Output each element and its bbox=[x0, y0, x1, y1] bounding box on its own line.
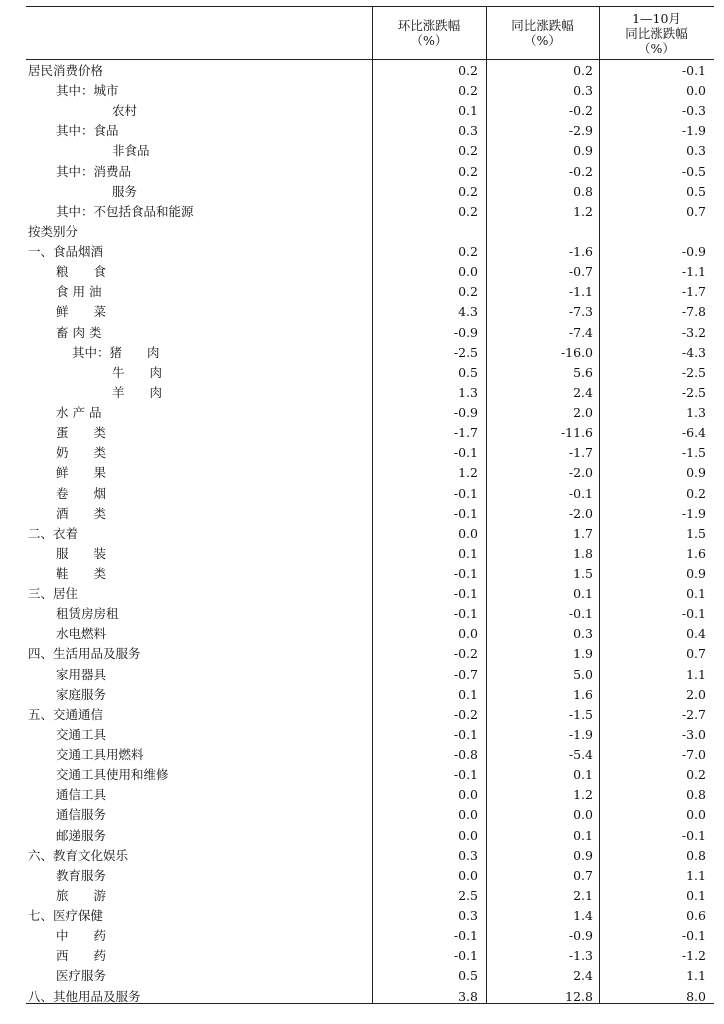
header-period: 1—10月 bbox=[632, 10, 681, 26]
table-row bbox=[26, 624, 714, 644]
ytd-yoy-value: 1.1 bbox=[686, 867, 706, 883]
yoy-value: 0.1 bbox=[573, 586, 593, 602]
ytd-yoy-value: -1.9 bbox=[681, 123, 706, 139]
table-row bbox=[26, 604, 714, 624]
mom-value: -0.2 bbox=[453, 646, 478, 662]
mom-value: 0.0 bbox=[458, 807, 478, 823]
ytd-yoy-value: 0.8 bbox=[686, 847, 706, 863]
row-label: 其中：城市 bbox=[56, 83, 119, 99]
row-label: 粮 食 bbox=[56, 264, 107, 280]
table-row bbox=[26, 524, 714, 544]
yoy-value: -2.0 bbox=[568, 505, 593, 521]
ytd-yoy-value: -0.1 bbox=[681, 928, 706, 944]
table-row bbox=[26, 121, 714, 141]
row-label: 西 药 bbox=[56, 948, 107, 964]
table-row bbox=[26, 383, 714, 403]
row-label: 中 药 bbox=[56, 928, 107, 944]
ytd-yoy-value: 1.1 bbox=[686, 968, 706, 984]
yoy-value: 2.4 bbox=[573, 384, 593, 400]
mom-value: 0.3 bbox=[458, 908, 478, 924]
table-row bbox=[26, 504, 714, 524]
ytd-yoy-value: 0.4 bbox=[686, 626, 706, 642]
ytd-yoy-value: 8.0 bbox=[686, 988, 706, 1004]
row-label: 食 用 油 bbox=[56, 284, 102, 300]
mom-value: 0.1 bbox=[458, 545, 478, 561]
yoy-value: 0.7 bbox=[573, 867, 593, 883]
yoy-value: 0.8 bbox=[573, 183, 593, 199]
ytd-yoy-value: -3.0 bbox=[681, 726, 706, 742]
row-label: 教育服务 bbox=[56, 867, 107, 883]
table-row bbox=[26, 443, 714, 463]
header-text: 同比涨跌幅 bbox=[511, 18, 574, 33]
row-label: 一、食品烟酒 bbox=[28, 244, 104, 260]
yoy-value: 1.6 bbox=[573, 686, 593, 702]
yoy-value: 5.0 bbox=[573, 666, 593, 682]
row-label: 五、交通通信 bbox=[28, 706, 104, 722]
mom-value: -0.1 bbox=[453, 485, 478, 501]
ytd-yoy-value: 1.1 bbox=[686, 666, 706, 682]
mom-value: 0.2 bbox=[458, 163, 478, 179]
mom-value: -0.1 bbox=[453, 948, 478, 964]
row-label: 其中：食品 bbox=[56, 123, 119, 139]
mom-value: -0.1 bbox=[453, 505, 478, 521]
mom-value: 0.5 bbox=[458, 968, 478, 984]
yoy-value: 0.1 bbox=[573, 827, 593, 843]
ytd-yoy-value: -0.9 bbox=[681, 244, 706, 260]
mom-value: -2.5 bbox=[453, 344, 478, 360]
mom-value: 1.3 bbox=[458, 384, 478, 400]
ytd-yoy-value: -1.1 bbox=[681, 264, 706, 280]
ytd-yoy-value: 0.2 bbox=[686, 767, 706, 783]
mom-value: 0.3 bbox=[458, 847, 478, 863]
row-label: 医疗服务 bbox=[56, 968, 107, 984]
row-label: 租赁房房租 bbox=[56, 606, 119, 622]
row-label: 非食品 bbox=[112, 143, 150, 159]
row-label: 其中：消费品 bbox=[56, 163, 132, 179]
ytd-yoy-value: -2.7 bbox=[681, 706, 706, 722]
mom-value: 0.2 bbox=[458, 83, 478, 99]
table-row bbox=[26, 363, 714, 383]
row-label: 家用器具 bbox=[56, 666, 107, 682]
row-label: 酒 类 bbox=[56, 505, 107, 521]
row-label: 鲜 果 bbox=[56, 465, 107, 481]
mom-value: 0.0 bbox=[458, 264, 478, 280]
mom-value: 0.2 bbox=[458, 63, 478, 78]
yoy-value: -7.4 bbox=[568, 324, 593, 340]
mom-value: -0.1 bbox=[453, 566, 478, 581]
ytd-yoy-value: -7.0 bbox=[681, 747, 706, 763]
row-label: 交通工具 bbox=[56, 726, 107, 742]
row-label: 羊 肉 bbox=[112, 384, 163, 400]
yoy-value: 0.3 bbox=[573, 83, 593, 99]
mom-value: 0.0 bbox=[458, 827, 478, 843]
ytd-yoy-value: 0.6 bbox=[686, 908, 706, 924]
row-label: 六、教育文化娱乐 bbox=[28, 847, 129, 863]
mom-value: 0.2 bbox=[458, 143, 478, 159]
yoy-value: 12.8 bbox=[565, 988, 593, 1004]
mom-value: 0.3 bbox=[458, 123, 478, 139]
yoy-value: -0.1 bbox=[568, 606, 593, 622]
ytd-yoy-value: 0.9 bbox=[686, 566, 706, 581]
ytd-yoy-value: -2.5 bbox=[681, 364, 706, 380]
yoy-value: 2.4 bbox=[573, 968, 593, 984]
mom-value: 4.3 bbox=[458, 304, 478, 320]
mom-value: 1.2 bbox=[458, 465, 478, 481]
ytd-yoy-value: 1.3 bbox=[686, 405, 706, 421]
mom-value: -0.1 bbox=[453, 767, 478, 783]
ytd-yoy-value: -3.2 bbox=[681, 324, 706, 340]
row-label: 其中：不包括食品和能源 bbox=[56, 203, 194, 219]
row-label: 七、医疗保健 bbox=[28, 908, 104, 924]
ytd-yoy-value: 0.0 bbox=[686, 807, 706, 823]
mom-value: 0.2 bbox=[458, 244, 478, 260]
table-row bbox=[26, 564, 714, 584]
ytd-yoy-value: 0.0 bbox=[686, 83, 706, 99]
mom-value: 0.0 bbox=[458, 626, 478, 642]
row-label: 鲜 菜 bbox=[56, 304, 107, 320]
table-row bbox=[26, 202, 714, 222]
table-row bbox=[26, 665, 714, 685]
row-label: 服 装 bbox=[56, 545, 107, 561]
yoy-value: -11.6 bbox=[560, 425, 593, 441]
mom-value: -0.1 bbox=[453, 606, 478, 622]
table-row bbox=[26, 805, 714, 825]
table-row bbox=[26, 886, 714, 906]
table-row bbox=[26, 926, 714, 946]
row-label: 家庭服务 bbox=[56, 686, 107, 702]
table-row bbox=[26, 484, 714, 504]
yoy-value: 0.9 bbox=[573, 847, 593, 863]
row-label: 奶 类 bbox=[56, 445, 107, 461]
table-row bbox=[26, 162, 714, 182]
table-row bbox=[26, 403, 714, 423]
ytd-yoy-value: 1.5 bbox=[686, 525, 706, 541]
mom-value: -0.1 bbox=[453, 586, 478, 602]
mom-value: 3.8 bbox=[458, 988, 478, 1004]
table-row bbox=[26, 826, 714, 846]
table-row bbox=[26, 846, 714, 866]
yoy-value: -0.9 bbox=[568, 928, 593, 944]
table-row bbox=[26, 946, 714, 966]
row-label: 水 产 品 bbox=[56, 405, 102, 421]
row-label: 鞋 类 bbox=[56, 566, 107, 581]
mom-value: 2.5 bbox=[458, 887, 478, 903]
row-label: 服务 bbox=[112, 183, 138, 199]
table-row bbox=[26, 302, 714, 322]
ytd-yoy-value: 0.1 bbox=[686, 887, 706, 903]
row-label: 水电燃料 bbox=[56, 626, 107, 642]
mom-value: -1.7 bbox=[453, 425, 478, 441]
row-label: 三、居住 bbox=[28, 586, 79, 602]
ytd-yoy-value: 2.0 bbox=[686, 686, 706, 702]
row-label: 农村 bbox=[112, 103, 138, 119]
header-text: 同比涨跌幅 bbox=[625, 25, 688, 41]
yoy-value: 0.3 bbox=[573, 626, 593, 642]
ytd-yoy-value: -7.8 bbox=[681, 304, 706, 320]
table-row bbox=[26, 866, 714, 886]
yoy-value: -1.7 bbox=[568, 445, 593, 461]
yoy-value: 0.0 bbox=[573, 807, 593, 823]
table-row bbox=[26, 222, 714, 242]
ytd-yoy-value: 0.3 bbox=[686, 143, 706, 159]
yoy-value: 0.2 bbox=[573, 63, 593, 78]
ytd-yoy-value: -0.1 bbox=[681, 606, 706, 622]
row-label: 居民消费价格 bbox=[28, 63, 104, 78]
ytd-yoy-value: 0.5 bbox=[686, 183, 706, 199]
yoy-value: 1.5 bbox=[573, 566, 593, 581]
ytd-yoy-value: 0.1 bbox=[686, 586, 706, 602]
row-label: 四、生活用品及服务 bbox=[28, 646, 141, 662]
table-row bbox=[26, 745, 714, 765]
header-text: 环比涨跌幅 bbox=[397, 18, 461, 33]
table-row bbox=[26, 463, 714, 483]
yoy-value: 5.6 bbox=[573, 364, 593, 380]
ytd-yoy-value: 0.7 bbox=[686, 646, 706, 662]
mom-value: 0.0 bbox=[458, 787, 478, 803]
yoy-value: 1.4 bbox=[573, 908, 593, 924]
table-row bbox=[26, 584, 714, 604]
mom-value: -0.1 bbox=[453, 445, 478, 461]
mom-value: -0.1 bbox=[453, 726, 478, 742]
row-label: 二、衣着 bbox=[28, 525, 79, 541]
table-row bbox=[26, 725, 714, 745]
yoy-value: -0.2 bbox=[568, 103, 593, 119]
mom-value: -0.1 bbox=[453, 928, 478, 944]
mom-value: 0.0 bbox=[458, 525, 478, 541]
table-row bbox=[26, 343, 714, 363]
ytd-yoy-value: 0.7 bbox=[686, 203, 706, 219]
header-yoy-change bbox=[486, 7, 599, 59]
yoy-value: -1.1 bbox=[568, 284, 593, 300]
ytd-yoy-value: -0.5 bbox=[681, 163, 706, 179]
mom-value: 0.1 bbox=[458, 103, 478, 119]
ytd-yoy-value: -1.5 bbox=[681, 445, 706, 461]
ytd-yoy-value: 0.2 bbox=[686, 485, 706, 501]
row-label: 卷 烟 bbox=[56, 485, 107, 501]
mom-value: 0.2 bbox=[458, 284, 478, 300]
table-row bbox=[26, 141, 714, 161]
table-row bbox=[26, 101, 714, 121]
header-divider bbox=[26, 59, 714, 60]
row-label: 蛋 类 bbox=[56, 425, 107, 441]
mom-value: 0.2 bbox=[458, 203, 478, 219]
table-row bbox=[26, 644, 714, 664]
yoy-value: -0.1 bbox=[568, 485, 593, 501]
table-row bbox=[26, 282, 714, 302]
mom-value: -0.2 bbox=[453, 706, 478, 722]
ytd-yoy-value: -1.9 bbox=[681, 505, 706, 521]
table-row bbox=[26, 785, 714, 805]
ytd-yoy-value: -0.1 bbox=[681, 63, 706, 78]
ytd-yoy-value: -2.5 bbox=[681, 384, 706, 400]
yoy-value: -0.2 bbox=[568, 163, 593, 179]
table-row bbox=[26, 262, 714, 282]
mom-value: 0.5 bbox=[458, 364, 478, 380]
mom-value: -0.9 bbox=[453, 405, 478, 421]
yoy-value: -1.3 bbox=[568, 948, 593, 964]
ytd-yoy-value: -1.7 bbox=[681, 284, 706, 300]
mom-value: -0.7 bbox=[453, 666, 478, 682]
yoy-value: -7.3 bbox=[568, 304, 593, 320]
yoy-value: -0.7 bbox=[568, 264, 593, 280]
ytd-yoy-value: 0.9 bbox=[686, 465, 706, 481]
header-mom-change bbox=[372, 7, 486, 59]
table-row bbox=[26, 685, 714, 705]
yoy-value: -1.6 bbox=[568, 244, 593, 260]
header-unit: （%） bbox=[524, 33, 561, 48]
row-label: 其中：猪 肉 bbox=[72, 344, 160, 360]
header-unit: （%） bbox=[638, 40, 675, 56]
mom-value: 0.0 bbox=[458, 867, 478, 883]
row-label: 通信服务 bbox=[56, 807, 107, 823]
table-row bbox=[26, 423, 714, 443]
table-row bbox=[26, 61, 714, 81]
yoy-value: 2.0 bbox=[573, 405, 593, 421]
table-row bbox=[26, 906, 714, 926]
row-label: 按类别分 bbox=[28, 223, 79, 239]
cpi-table bbox=[26, 6, 714, 1004]
mom-value: -0.9 bbox=[453, 324, 478, 340]
ytd-yoy-value: -0.3 bbox=[681, 103, 706, 119]
yoy-value: 0.1 bbox=[573, 767, 593, 783]
table-row bbox=[26, 182, 714, 202]
yoy-value: -1.5 bbox=[568, 706, 593, 722]
yoy-value: -5.4 bbox=[568, 747, 593, 763]
row-label: 畜 肉 类 bbox=[56, 324, 102, 340]
yoy-value: 1.2 bbox=[573, 203, 593, 219]
row-label: 八、其他用品及服务 bbox=[28, 988, 141, 1004]
yoy-value: 1.2 bbox=[573, 787, 593, 803]
header-unit: （%） bbox=[410, 33, 448, 48]
row-label: 交通工具使用和维修 bbox=[56, 767, 169, 783]
row-label: 交通工具用燃料 bbox=[56, 747, 144, 763]
yoy-value: -1.9 bbox=[568, 726, 593, 742]
yoy-value: 1.8 bbox=[573, 545, 593, 561]
ytd-yoy-value: -6.4 bbox=[681, 425, 706, 441]
table-row bbox=[26, 765, 714, 785]
row-label: 牛 肉 bbox=[112, 364, 163, 380]
ytd-yoy-value: -0.1 bbox=[681, 827, 706, 843]
yoy-value: -16.0 bbox=[560, 344, 593, 360]
table-row bbox=[26, 544, 714, 564]
table-row bbox=[26, 242, 714, 262]
row-label: 邮递服务 bbox=[56, 827, 107, 843]
table-row bbox=[26, 323, 714, 343]
ytd-yoy-value: -1.2 bbox=[681, 948, 706, 964]
mom-value: 0.1 bbox=[458, 686, 478, 702]
row-label: 旅 游 bbox=[56, 887, 107, 903]
ytd-yoy-value: 0.8 bbox=[686, 787, 706, 803]
header-ytd-yoy-change bbox=[599, 7, 714, 59]
yoy-value: 0.9 bbox=[573, 143, 593, 159]
yoy-value: 2.1 bbox=[573, 887, 593, 903]
mom-value: -0.8 bbox=[453, 747, 478, 763]
table-row bbox=[26, 966, 714, 986]
mom-value: 0.2 bbox=[458, 183, 478, 199]
yoy-value: 1.7 bbox=[573, 525, 593, 541]
ytd-yoy-value: 1.6 bbox=[686, 545, 706, 561]
table-row bbox=[26, 987, 714, 1007]
ytd-yoy-value: -4.3 bbox=[681, 344, 706, 360]
table-row bbox=[26, 705, 714, 725]
table-row bbox=[26, 81, 714, 101]
yoy-value: -2.9 bbox=[568, 123, 593, 139]
row-label: 通信工具 bbox=[56, 787, 107, 803]
yoy-value: -2.0 bbox=[568, 465, 593, 481]
yoy-value: 1.9 bbox=[573, 646, 593, 662]
